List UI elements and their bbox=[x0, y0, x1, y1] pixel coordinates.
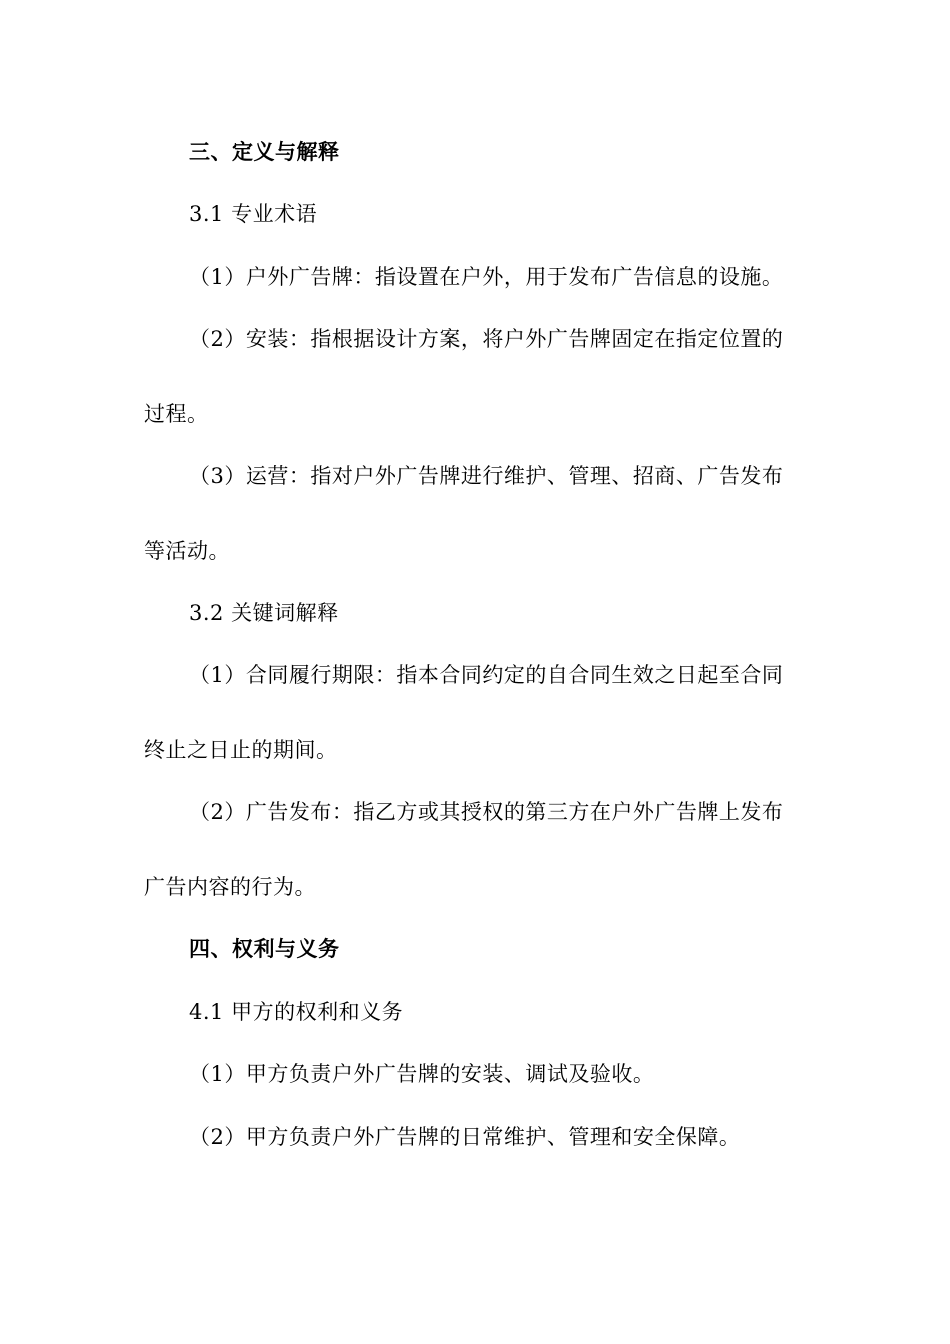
party-a-duty-2: （2）甲方负责户外广告牌的日常维护、管理和安全保障。 bbox=[189, 1125, 741, 1149]
subsection-3-1-title: 3.1 专业术语 bbox=[189, 202, 318, 226]
section-3-heading: 三、定义与解释 bbox=[189, 139, 340, 164]
keyword-contract-term-line2: 终止之日止的期间。 bbox=[144, 738, 338, 762]
subsection-4-1-title: 4.1 甲方的权利和义务 bbox=[189, 1000, 404, 1024]
keyword-ad-publishing-line2: 广告内容的行为。 bbox=[144, 875, 316, 899]
keyword-ad-publishing-line1: （2）广告发布：指乙方或其授权的第三方在户外广告牌上发布 bbox=[189, 800, 784, 824]
term-installation-line1: （2）安装：指根据设计方案，将户外广告牌固定在指定位置的 bbox=[189, 327, 784, 351]
subsection-3-2-title: 3.2 关键词解释 bbox=[189, 601, 339, 625]
term-installation-line2: 过程。 bbox=[144, 402, 209, 426]
keyword-contract-term-line1: （1）合同履行期限：指本合同约定的自合同生效之日起至合同 bbox=[189, 663, 784, 687]
term-operation-line1: （3）运营：指对户外广告牌进行维护、管理、招商、广告发布 bbox=[189, 464, 784, 488]
party-a-duty-1: （1）甲方负责户外广告牌的安装、调试及验收。 bbox=[189, 1062, 655, 1086]
term-outdoor-billboard: （1）户外广告牌：指设置在户外，用于发布广告信息的设施。 bbox=[189, 265, 784, 289]
section-4-heading: 四、权利与义务 bbox=[189, 936, 340, 961]
term-operation-line2: 等活动。 bbox=[144, 539, 230, 563]
